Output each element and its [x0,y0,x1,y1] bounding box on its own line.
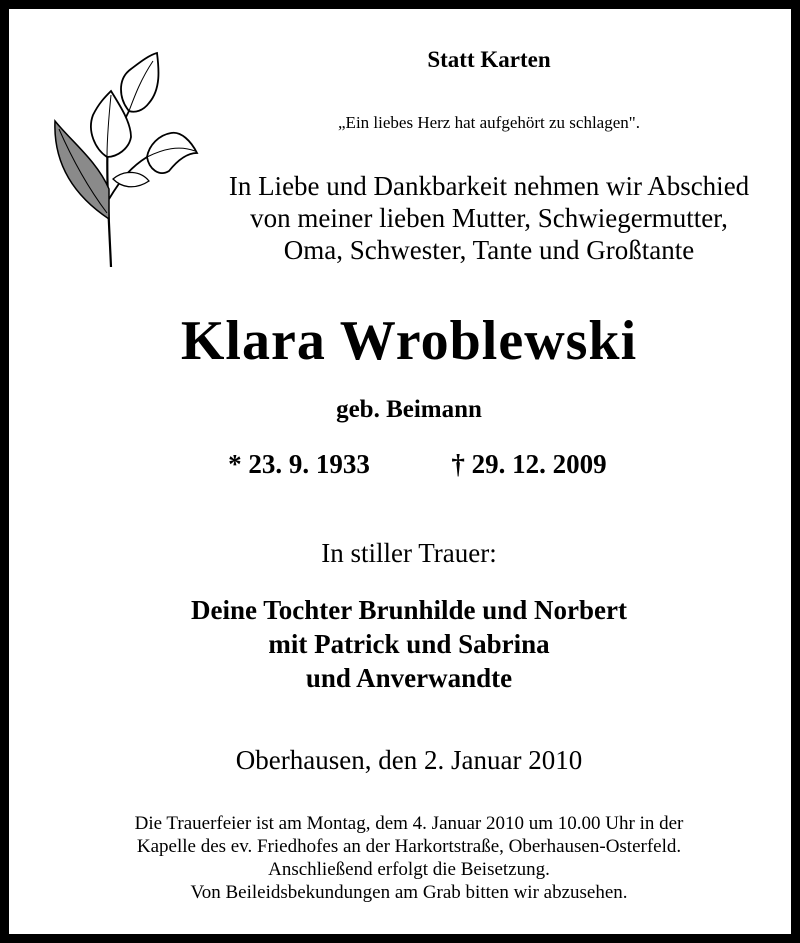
place-date: Oberhausen, den 2. Januar 2010 [235,745,583,775]
mourners-line-1: Deine Tochter Brunhilde und Norbert [190,595,628,625]
ceremony-line-3: Anschließend erfolgt die Beisetzung. [268,859,550,880]
intro-line-2: von meiner lieben Mutter, Schwiegermutter, [250,203,728,233]
intro-line-3: Oma, Schwester, Tante und Großtante [283,235,695,265]
statt-karten-heading: Statt Karten [427,47,551,72]
ceremony-line-1: Die Trauerfeier ist am Montag, dem 4. Januar 2010 um 10.00 Uhr in der [134,813,684,834]
quote: „Ein liebes Herz hat aufgehört zu schlagen". [338,113,640,132]
mourners-line-3: und Anverwandte [305,663,513,693]
mourning-heading: In stiller Trauer: [321,538,497,568]
ceremony-line-2: Kapelle des ev. Friedhofes an der Harkortstraße, Oberhausen-Osterfeld. [136,836,682,857]
birth-date: * 23. 9. 1933 [228,449,370,479]
mourners-line-2: mit Patrick und Sabrina [268,629,550,659]
intro-line-1: In Liebe und Dankbarkeit nehmen wir Abschied [228,171,750,201]
deceased-name: Klara Wroblewski [180,310,638,372]
maiden-name: geb. Beimann [336,396,482,423]
death-date: † 29. 12. 2009 [451,449,607,479]
ceremony-line-4: Von Beileidsbekundungen am Grab bitten wir abzusehen. [190,882,628,903]
